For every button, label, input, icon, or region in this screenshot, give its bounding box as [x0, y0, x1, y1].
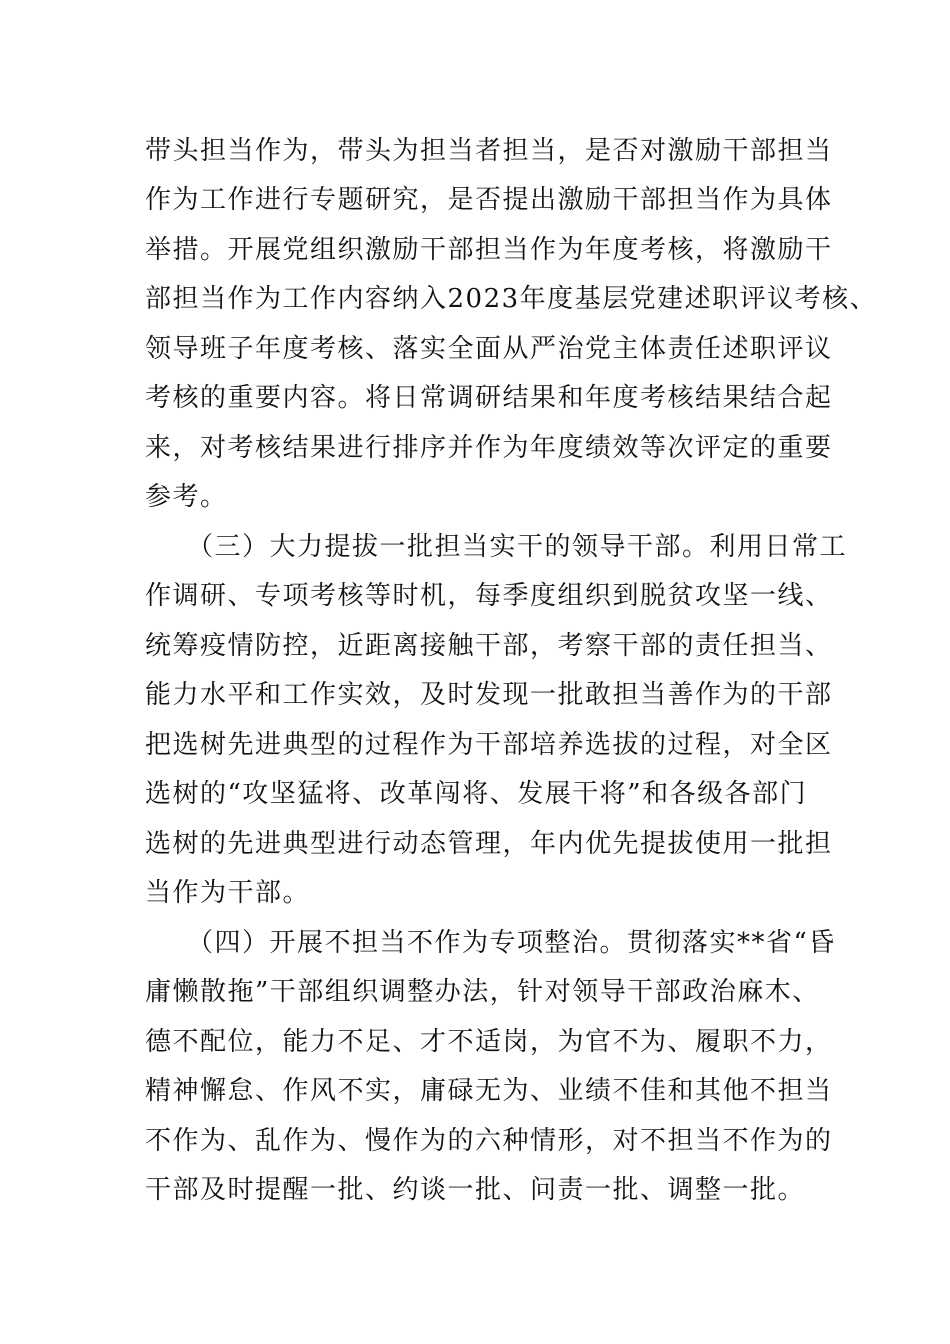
- text-line: 当作为干部。: [145, 878, 311, 908]
- text-line: 领导班子年度考核、落实全面从严治党主体责任述职评议: [145, 334, 833, 364]
- text-line: 精神懈怠、作风不实，庸碌无为、业绩不佳和其他不担当: [145, 1076, 833, 1106]
- text-line: 举措。开展党组织激励干部担当作为年度考核，将激励干: [145, 235, 833, 265]
- text-line: 庸懒散拖”干部组织调整办法，针对领导干部政治麻木、: [145, 977, 820, 1007]
- text-line: 作为工作进行专题研究，是否提出激励干部担当作为具体: [145, 185, 833, 215]
- text-line: 带头担当作为，带头为担当者担当，是否对激励干部担当: [145, 136, 833, 166]
- text-line: 选树的先进典型进行动态管理，年内优先提拔使用一批担: [145, 829, 833, 859]
- text-line: 作调研、专项考核等时机，每季度组织到脱贫攻坚一线、: [145, 581, 833, 611]
- text-line: 参考。: [145, 482, 228, 512]
- text-line: 部担当作为工作内容纳入2023年度基层党建述职评议考核、: [145, 284, 878, 314]
- text-line: 统筹疫情防控，近距离接触干部，考察干部的责任担当、: [145, 631, 833, 661]
- section-heading-line: （三）大力提拔一批担当实干的领导干部。利用日常工: [187, 532, 848, 562]
- text-line: 来，对考核结果进行排序并作为年度绩效等次评定的重要: [145, 433, 833, 463]
- text-line: 德不配位，能力不足、才不适岗，为官不为、履职不力，: [145, 1027, 833, 1057]
- text-line: 考核的重要内容。将日常调研结果和年度考核结果结合起: [145, 383, 833, 413]
- text-line: 干部及时提醒一批、约谈一批、问责一批、调整一批。: [145, 1175, 806, 1205]
- text-line: 能力水平和工作实效，及时发现一批敢担当善作为的干部: [145, 680, 833, 710]
- text-line: 不作为、乱作为、慢作为的六种情形，对不担当不作为的: [145, 1126, 833, 1156]
- text-line: 选树的“攻坚猛将、改革闯将、发展干将”和各级各部门: [145, 779, 808, 809]
- section-heading-line: （四）开展不担当不作为专项整治。贯彻落实**省“昏: [187, 928, 836, 958]
- text-line: 把选树先进典型的过程作为干部培养选拔的过程，对全区: [145, 730, 833, 760]
